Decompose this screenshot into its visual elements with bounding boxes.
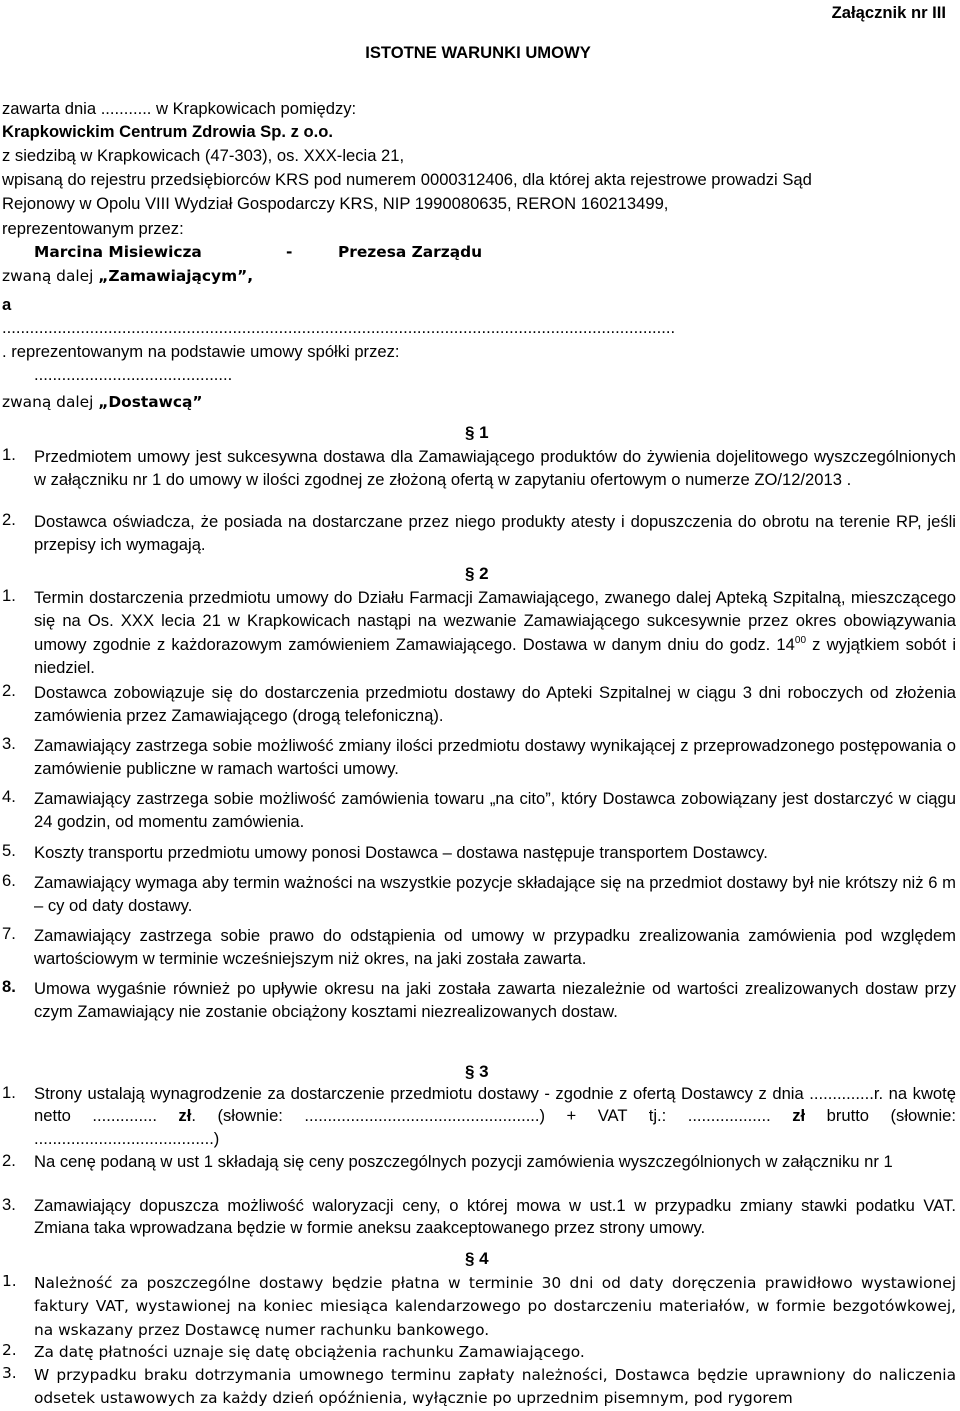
contractor-represented-line: . reprezentowanym na podstawie umowy spółki przez: [2, 342, 400, 361]
buyer-called-line: zwaną dalej „Zamawiającym”, [2, 267, 254, 285]
buyer-address: z siedzibą w Krapkowicach (47-303), os. XXX-lecia 21, [2, 146, 405, 165]
section-3-heading: § 3 [465, 1062, 489, 1081]
document-title: ISTOTNE WARUNKI UMOWY [365, 43, 591, 62]
and-label: a [2, 295, 12, 314]
representative-role: Prezesa Zarządu [338, 243, 483, 261]
annex-label: Załącznik nr III [831, 3, 946, 22]
contractor-representative-blank: ........................................... [34, 365, 233, 384]
contractor-called-line: zwaną dalej „Dostawcą” [2, 393, 203, 411]
represented-by-label: reprezentowanym przez: [2, 219, 184, 238]
section-4-heading: § 4 [465, 1249, 489, 1268]
section-2-heading: § 2 [465, 564, 489, 583]
contract-page: Załącznik nr III ISTOTNE WARUNKI UMOWY zawarta dnia ........... w Krapkowicach pomiędzy: Krapkowickim Centrum Zdrowia Sp. z o.o. z siedzibą w Krapkowicach (47-303), os. XXX-lecia 21, wpisaną do rejestru przedsiębiorców KRS pod numerem 0000312406, dla której akta rejestrowe prowadzi Sąd Rejonowy w Opolu VIII Wydział Gospodarczy KRS, NIP 1990080635, RERON 160213499, reprezentowanym przez: Marcina Misiewicza - Prezesa Zarządu zwaną dalej „Zamawiającym”, a .................................................................................................................................................. . reprezentowanym na podstawie umowy spółki przez: ........................................... zwaną dalej „Dostawcą” § 1 1. Przedmiotem umowy jest sukcesywna dostawa dla Zamawiającego produktów do żywienia dojelitowego wyszczególnionych w załączniku nr 1 do umowy w ilości zgodnej ze złożoną ofertą w zapytaniu ofertowym o numerze ZO/12/2013 . 2. Dostawca oświadcza, że posiada na dostarczane przez niego produkty atesty i dopuszczenia do obrotu na terenie RP, jeśli przepisy ich wymagają. § 2 1. Termin dostarczenia przedmiotu umowy do Działu Farmacji Zamawiającego, zwanego dalej Apteką Szpitalną, mieszczącego się na Os. XXX lecia 21 w Krapkowicach nastąpi na wezwanie Zamawiającego sukcesywnie przez okres obowiązywania umowy zgodnie z każdorazowym zamówieniem Zamawiającego. Dostawa w danym dniu do godz. $14^{00}$ z wyjątkiem sobót i niedziel. 2. Dostawca zobowiązuje się do dostarczenia przedmiotu dostawy do Apteki Szpitalnej w ciągu 3 dni roboczych od złożenia zamówienia przez Zamawiającego (drogą telefoniczną). 3. Zamawiający zastrzega sobie możliwość zmiany ilości przedmiotu dostawy wynikającej z przeprowadzonego postępowania o zamówienie publiczne w ramach wartości umowy. 4. Zamawiający zastrzega sobie możliwość zamówienia towaru „na cito”, który Dostawca zobowiązany jest dostarczyć w ciągu 24 godzin, od momentu zamówienia. 5. Koszty transportu przedmiotu umowy ponosi Dostawca – dostawa następuje transportem Dostawcy. 6. Zamawiający wymaga aby termin ważności na wszystkie pozycje składające się na przedmiot dostawy był nie krótszy niż 6 m – cy od daty dostawy. 7. Zamawiający zastrzega sobie prawo do odstąpienia od umowy w przypadku zrealizowania zamówienia pod względem wartościowym w terminie wcześniejszym niż okres, na jaki została zawarta. 8. Umowa wygaśnie również po upływie okresu na jaki została zawarta niezależnie od wartości zrealizowanych dostaw przy czym Zamawiający nie zostanie obciążony kosztami niezrealizowanych dostaw. § 3 1. Strony ustalają wynagrodzenie za dostarczenie przedmiotu dostawy - zgodnie z ofertą Dostawcy z dnia ..............r. na kwotę netto .............. zł. (słownie: ...................................................) + VAT tj.: .................. zł brutto (słownie: .......................................) 2. Na cenę podaną w ust 1 składają się ceny poszczególnych pozycji zamówienia wyszczególnionych w załączniku nr 1 3. Zamawiający dopuszcza możliwość waloryzacji ceny, o której mowa w ust.1 w przypadku zmiany stawki podatku VAT. Zmiana taka wprowadzana będzie w formie aneksu zaakceptowanego przez strony umowy. § 4 1. Należność za poszczególne dostawy będzie płatna w terminie 30 dni od daty doręczenia prawidłowo wystawionej faktury VAT, wystawionej na koniec miesiąca kalendarzowego po dostarczeniu materiałów, w formie bezgotówkowej, na wskazany przez Dostawcę numer rachunku bankowego. 2. Za datę płatności uznaje się datę obciążenia rachunku Zamawiającego. 3. W przypadku braku dotrzymania umownego terminu zapłaty należności, Dostawca będzie uprawniony do naliczenia odsetek ustawowych za każdy dzień opóźnienia, wyłącznie po uprzednim pisemnym, pod rygorem [2, 3, 957, 1408]
buyer-court-line: Rejonowy w Opolu VIII Wydział Gospodarczy KRS, NIP 1990080635, RERON 160213499, [2, 194, 669, 213]
buyer-company-name: Krapkowickim Centrum Zdrowia Sp. z o.o. [2, 122, 333, 141]
buyer-registry-line: wpisaną do rejestru przedsiębiorców KRS pod numerem 0000312406, dla której akta rejestrowe prowadzi Sąd [2, 170, 812, 189]
section-1-heading: § 1 [465, 423, 489, 442]
representative-name: Marcina Misiewicza [34, 243, 202, 261]
representative-dash: - [286, 243, 293, 261]
contractor-name-blank: .................................................................................................................................................. [2, 318, 676, 337]
contract-date-line: zawarta dnia ........... w Krapkowicach pomiędzy: [2, 99, 357, 118]
